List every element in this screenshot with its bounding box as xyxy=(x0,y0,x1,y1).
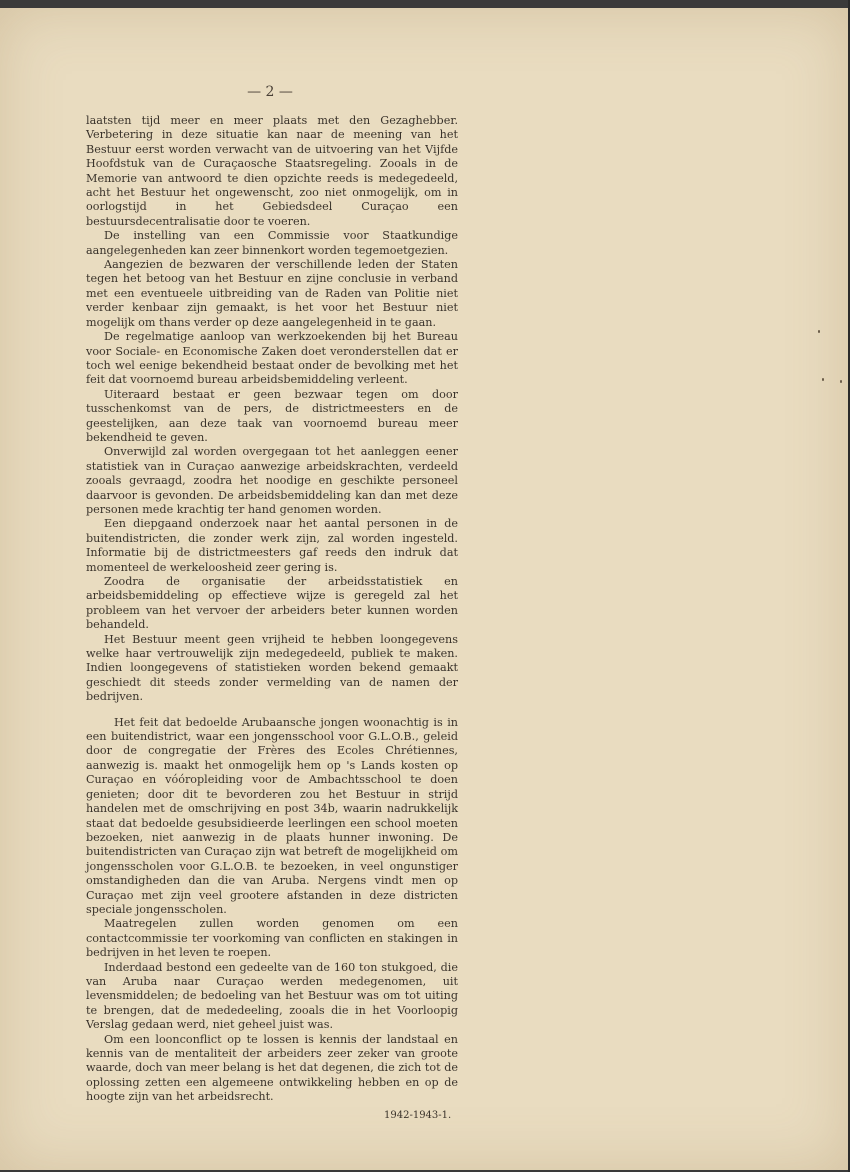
paragraph: Inderdaad bestond een gedeelte van de 160 ton stukgoed, die van Aruba naar Curaçao werden medegenomen, uit levensmiddelen; de bedoeling van het Bestuur was om tot uiting te brengen, dat de mededeeling, zooals die in het Voorloopig Verslag gedaan werd, niet geheel juist was. xyxy=(86,960,458,1032)
paragraph: Onverwijld zal worden overgegaan tot het aanleggen eener statistiek van in Curaçao aanwezige arbeidskrachten, verdeeld zooals gevraagd, zoodra het noodige en geschikte personeel daarvoor is gevonden. De arbeidsbemiddeling kan dan met deze personen mede krachtig ter hand genomen worden. xyxy=(86,445,458,516)
paragraph: Zoodra de organisatie der arbeidsstatistiek en arbeidsbemiddeling op effectieve wijze is geregeld zal het probleem van het vervoer der arbeiders beter kunnen worden behandeld. xyxy=(86,575,458,632)
paragraph: Maatregelen zullen worden genomen om een contactcommissie ter voorkoming van conflicten en stakingen in bedrijven in het leven te roepen. xyxy=(86,917,458,960)
paragraph: Het Bestuur meent geen vrijheid te hebben loongegevens welke haar vertrouwelijk zijn medegedeeld, publiek te maken. Indien loongegevens of statistieken worden bekend gemaakt geschiedt dit steeds zonder vermelding van de namen der bedrijven. xyxy=(86,632,458,704)
paragraph: Uiteraard bestaat er geen bezwaar tegen om door tusschenkomst van de pers, de districtmeesters en de geestelijken, aan deze taak van voornoemd bureau meer bekendheid te geven. xyxy=(86,387,458,444)
page-number: — 2 — xyxy=(247,84,293,100)
paragraph: laatsten tijd meer en meer plaats met den Gezaghebber. Verbetering in deze situatie kan naar de meening van het Bestuur eerst worden verwacht van de uitvoering van het Vijfde Hoofdstuk van de Curaçaosche Staatsregeling. Zooals in de Memorie van antwoord te dien opzichte reeds is medegedeeld, acht het Bestuur het ongewenscht, zoo niet onmogelijk, om in oorlogstijd in het Gebiedsdeel Curaçao een bestuursdecentralisatie door te voeren. xyxy=(86,114,458,228)
document-page xyxy=(0,8,848,1170)
paper-speck xyxy=(822,378,824,381)
paragraph: De regelmatige aanloop van werkzoekenden bij het Bureau voor Sociale- en Economische Zaken doet veronderstellen dat er toch wel eenige bekendheid bestaat onder de bevolking met het feit dat voornoemd bureau arbeidsbemiddeling verleent. xyxy=(86,330,458,387)
footer-code: 1942-1943-1. xyxy=(384,1110,452,1121)
paper-speck xyxy=(840,380,842,383)
paragraph: De instelling van een Commissie voor Staatkundige aangelegenheden kan zeer binnenkort worden tegemoetgezien. xyxy=(86,229,458,257)
body-text xyxy=(86,114,458,1105)
paragraph: Het feit dat bedoelde Arubaansche jongen woonachtig is in een buitendistrict, waar een jongensschool voor G.L.O.B., geleid door de congregatie der Frères des Ecoles Chrétiennes, aanwezig is. maakt het onmogelijk hem op 's Lands kosten op Curaçao en vóóropleiding voor de Ambachtsschool te doen genieten; door dit te bevorderen zou het Bestuur in strijd handelen met de omschrijving en post 34b, waarin nadrukkelijk staat dat bedoelde gesubsidieerde leerlingen een school moeten bezoeken, niet aanwezig in de plaats hunner inwoning. De buitendistricten van Curaçao zijn wat betreft de mogelijkheid om jongensscholen voor G.L.O.B. te bezoeken, in veel ongunstiger omstandigheden dan die van Aruba. Nergens vindt men op Curaçao met zijn veel grootere afstanden in deze districten speciale jongensscholen. xyxy=(86,715,458,916)
paragraph: Aangezien de bezwaren der verschillende leden der Staten tegen het betoog van het Bestuur en zijne conclusie in verband met een eventueele uitbreiding van de Raden van Politie niet verder kenbaar zijn gemaakt, is het voor het Bestuur niet mogelijk om thans verder op deze aangelegenheid in te gaan. xyxy=(86,258,458,329)
paper-speck xyxy=(818,330,820,333)
paragraph: Een diepgaand onderzoek naar het aantal personen in de buitendistricten, die zonder werk zijn, zal worden ingesteld. Informatie bij de districtmeesters gaf reeds den indruk dat momenteel de werkeloosheid zeer gering is. xyxy=(86,517,458,574)
paragraph: Om een loonconflict op te lossen is kennis der landstaal en kennis van de mentaliteit der arbeiders zeer zeker van groote waarde, doch van meer belang is het dat degenen, die zich tot de oplossing zetten een algemeene ontwikkeling hebben en op de hoogte zijn van het arbeidsrecht. xyxy=(86,1032,458,1104)
